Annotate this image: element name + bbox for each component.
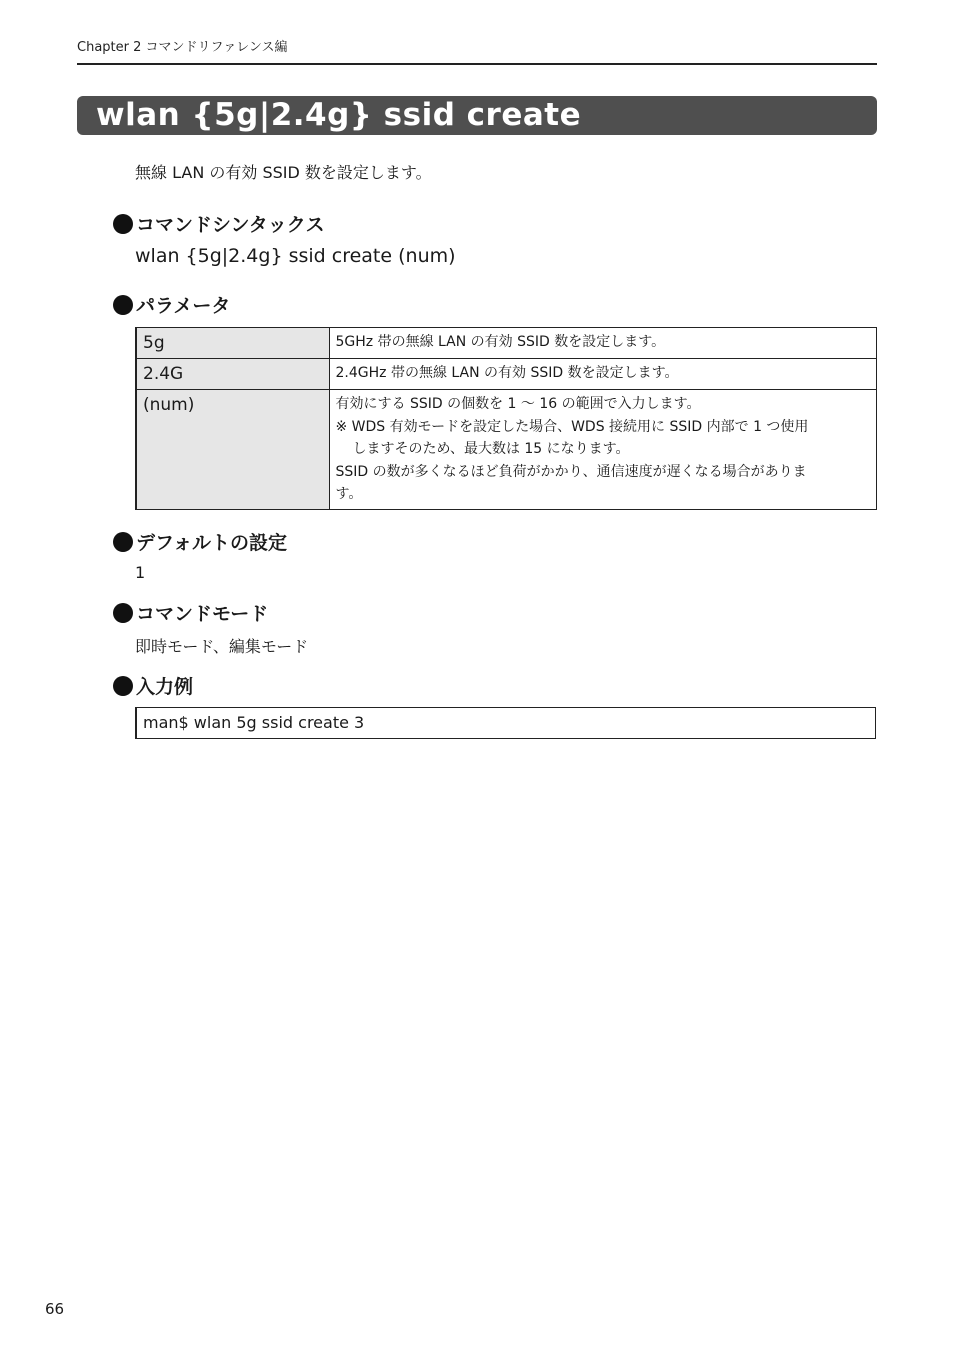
example-code-box: man$ wlan 5g ssid create 3 — [135, 707, 876, 739]
header-rule — [77, 63, 877, 65]
intro-text: 無線 LAN の有効 SSID 数を設定します。 — [135, 163, 432, 182]
param-description — [329, 390, 877, 510]
bullet-circle-icon — [113, 532, 133, 552]
description-line: ※ WDS 有効モードを設定した場合、WDS 接続用に SSID 内部で 1 つ使用 — [335, 418, 809, 435]
section-heading-label: デフォルトの設定 — [136, 532, 288, 554]
section-heading-label: コマンドモード — [136, 603, 269, 625]
description-line: SSID の数が多くなるほど負荷がかかり、通信速度が遅くなる場合がありま — [335, 463, 807, 480]
parameter-table — [135, 327, 877, 510]
section-heading-label: コマンドシンタックス — [136, 214, 325, 236]
table-row — [136, 390, 877, 510]
page-title: wlan {5g|2.4g} ssid create — [96, 97, 582, 133]
param-name: (num) — [136, 390, 329, 510]
section-heading-example — [113, 672, 193, 699]
default-value: 1 — [135, 563, 146, 582]
param-name: 5g — [136, 328, 329, 359]
description-line: 有効にする SSID の個数を 1 〜 16 の範囲で入力します。 — [335, 396, 701, 412]
description-line: 5GHz 帯の無線 LAN の有効 SSID 数を設定します。 — [335, 334, 666, 350]
bullet-circle-icon — [113, 603, 133, 623]
param-description — [329, 359, 877, 390]
description-line: 2.4GHz 帯の無線 LAN の有効 SSID 数を設定します。 — [335, 365, 679, 381]
table-row — [136, 328, 877, 359]
section-heading-label: 入力例 — [136, 676, 194, 698]
table-row — [136, 359, 877, 390]
running-header: Chapter 2 コマンドリファレンス編 — [77, 40, 288, 55]
page-number: 66 — [45, 1300, 65, 1318]
bullet-circle-icon — [113, 676, 133, 696]
section-heading-parameters — [113, 291, 230, 318]
section-heading-default — [113, 528, 287, 555]
section-heading-mode — [113, 599, 268, 626]
title-bar — [77, 96, 877, 135]
syntax-text: wlan {5g|2.4g} ssid create (num) — [135, 245, 456, 267]
param-description — [329, 328, 877, 359]
bullet-circle-icon — [113, 295, 133, 315]
description-line: しますそのため、最大数は 15 になります。 — [352, 441, 630, 457]
section-heading-label: パラメータ — [136, 295, 231, 317]
description-line: す。 — [335, 486, 363, 502]
section-heading-syntax — [113, 210, 325, 237]
bullet-circle-icon — [113, 214, 133, 234]
param-name: 2.4G — [136, 359, 329, 390]
mode-value: 即時モード、編集モード — [135, 637, 309, 656]
